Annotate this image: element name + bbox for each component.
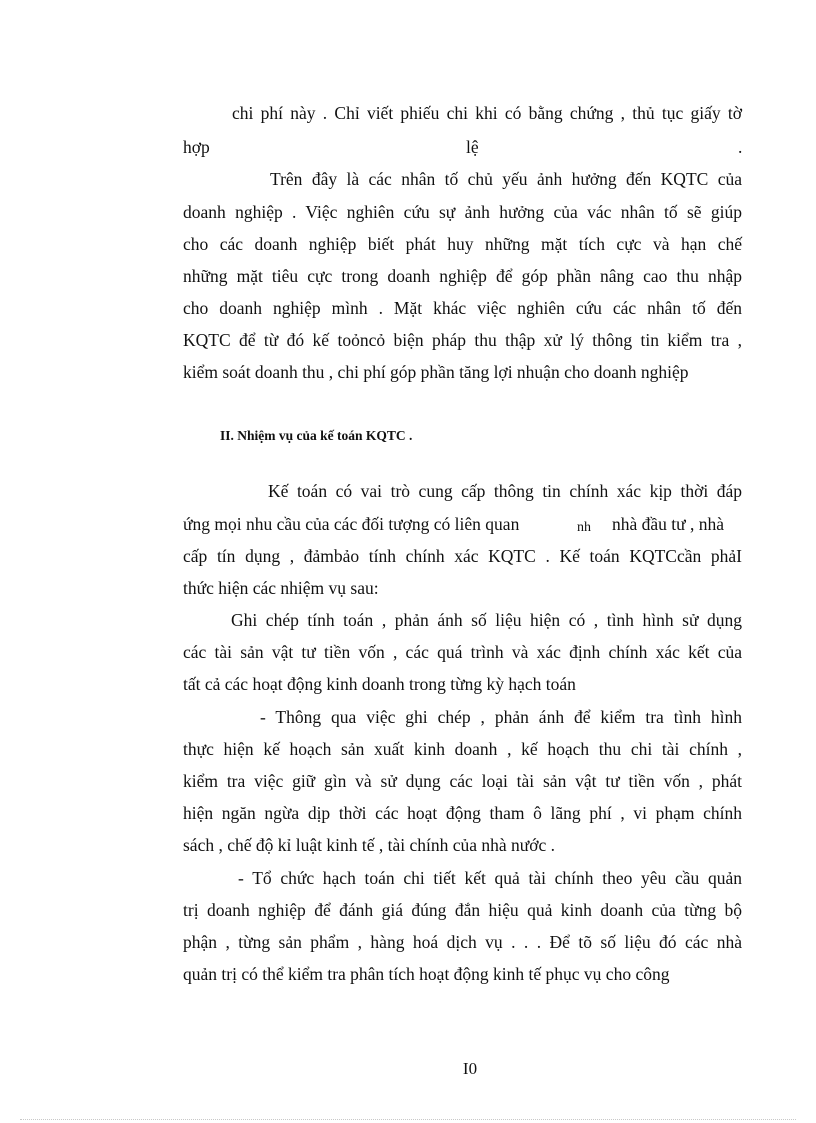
paragraph-3-line-2-part-c: nhà đầu tư , nhà [612,514,725,534]
paragraph-2-line-4: những mặt tiêu cực trong doanh nghiệp để góp phần nâng cao thu nhập [183,266,742,286]
paragraph-5-line-3: kiểm tra việc giữ gìn và sử dụng các loại tài sản vật tư tiền vốn , phát [183,771,742,791]
page-number: I0 [462,1059,478,1078]
paragraph-6-line-3: phận , từng sản phẩm , hàng hoá dịch vụ . . . Để tõ số liệu đó các nhà [183,932,742,952]
paragraph-2-line-1: Trên đây là các nhân tố chủ yếu ảnh hưởng đến KQTC của [270,169,742,189]
paragraph-6-line-1: - Tổ chức hạch toán chi tiết kết quả tài chính theo yêu cầu quản [238,868,742,888]
paragraph-2-line-7: kiểm soát doanh thu , chi phí góp phần tăng lợi nhuận cho doanh nghiệp [183,362,689,382]
paragraph-4-line-1: Ghi chép tính toán , phản ánh số liệu hiện có , tình hình sử dụng [231,610,742,630]
paragraph-4-line-3: tất cả các hoạt động kinh doanh trong từng kỳ hạch toán [183,674,576,694]
paragraph-5-line-1: - Thông qua việc ghi chép , phản ánh để kiểm tra tình hình [260,707,742,727]
page-bottom-divider [20,1119,796,1120]
paragraph-2-line-5: cho doanh nghiệp mình . Mặt khác việc nghiên cứu các nhân tố đến [183,298,742,318]
paragraph-3-line-2-part-b: nh [577,520,591,535]
paragraph-4-line-2: các tài sản vật tư tiền vốn , các quá trình và xác định chính xác kết của [183,642,742,662]
paragraph-3-line-2-part-a: ứng mọi nhu cầu của các đối tượng có liên quan [183,514,520,534]
paragraph-3-line-1: Kế toán có vai trò cung cấp thông tin chính xác kịp thời đáp [268,481,742,501]
paragraph-5-line-4: hiện ngăn ngừa dịp thời các hoạt động tham ô lãng phí , vi phạm chính [183,803,742,823]
paragraph-2-line-2: doanh nghiệp . Việc nghiên cứu sự ảnh hưởng của vác nhân tố sẽ giúp [183,202,742,222]
paragraph-1-word-hop: hợp [183,137,210,157]
paragraph-2-line-6: KQTC để từ đó kế toỏncỏ biện pháp thu thập xử lý thông tin kiểm tra , [183,330,742,350]
paragraph-6-line-4: quản trị có thể kiểm tra phân tích hoạt động kinh tế phục vụ cho công [183,964,670,984]
paragraph-1-period: . [738,137,743,157]
paragraph-5-line-5: sách , chế độ kỉ luật kinh tế , tài chính của nhà nước . [183,835,556,855]
paragraph-1-line-1: chi phí này . Chỉ viết phiếu chi khi có bằng chứng , thủ tục giấy tờ [232,103,742,123]
paragraph-5-line-2: thực hiện kế hoạch sản xuất kinh doanh , kế hoạch thu chi tài chính , [183,739,742,759]
paragraph-1-word-le: lệ [466,137,479,157]
paragraph-2-line-3: cho các doanh nghiệp biết phát huy những mặt tích cực và hạn chế [183,234,742,254]
paragraph-6-line-2: trị doanh nghiệp để đánh giá đúng đắn hiệu quả kinh doanh của từng bộ [183,900,742,920]
paragraph-3-line-4: thức hiện các nhiệm vụ sau: [183,578,379,598]
paragraph-3-line-3: cấp tín dụng , đảmbảo tính chính xác KQTC . Kế toán KQTCcần phảI [183,546,742,566]
section-heading: II. Nhiệm vụ của kế toán KQTC . [220,428,413,443]
